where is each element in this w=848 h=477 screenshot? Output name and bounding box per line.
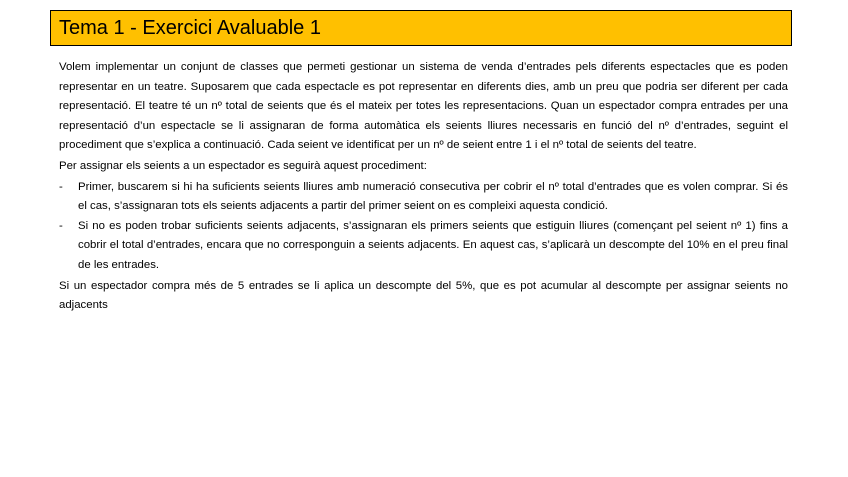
page-title: Tema 1 - Exercici Avaluable 1 <box>59 17 321 39</box>
bullet-marker: - <box>59 219 63 232</box>
list-item <box>59 178 788 217</box>
step-text: Primer, buscarem si hi ha suficients seients lliures amb numeració consecutiva per cobrir el nº total d’entrades que es volen comprar. Si és el cas, s’assignaran tots els seients adjacents a partir del primer seient on es compleixi aquesta condició. <box>78 180 788 213</box>
procedure-intro: Per assignar els seients a un espectador es seguirà aquest procediment: <box>59 159 427 172</box>
bullet-marker: - <box>59 180 63 193</box>
procedure-steps <box>59 178 788 276</box>
title-banner <box>50 10 792 46</box>
step-text: Si no es poden trobar suficients seients adjacents, s’assignaran els primers seients que estiguin lliures (començant pel seient nº 1) fins a cobrir el total d’entrades, encara que no corresponguin a seients adjacents. En aquest cas, s’aplicarà un descompte del 10% en el preu final de les entrades. <box>78 219 788 271</box>
intro-paragraph: Volem implementar un conjunt de classes que permeti gestionar un sistema de venda d’entrades pels diferents espectacles que es poden representar en un teatre. Suposarem que cada espectacle es pot representar en diferents dies, amb un preu que podria ser diferent per cada representació. El teatre té un nº total de seients que és el mateix per totes les representacions. Quan un espectador compra entrades per una representació d’un espectacle se li assignaran de forma automàtica els seients lliures necessaris en funció del nº d’entrades, seguint el procediment que s’explica a continuació. Cada seient ve identificat per un nº de seient entre 1 i el nº total de seients del teatre. <box>59 61 788 152</box>
exercise-body <box>59 58 788 317</box>
discount-note: Si un espectador compra més de 5 entrades se li aplica un descompte del 5%, que es pot acumular al descompte per assignar seients no adjacents <box>59 279 788 312</box>
list-item <box>59 217 788 276</box>
